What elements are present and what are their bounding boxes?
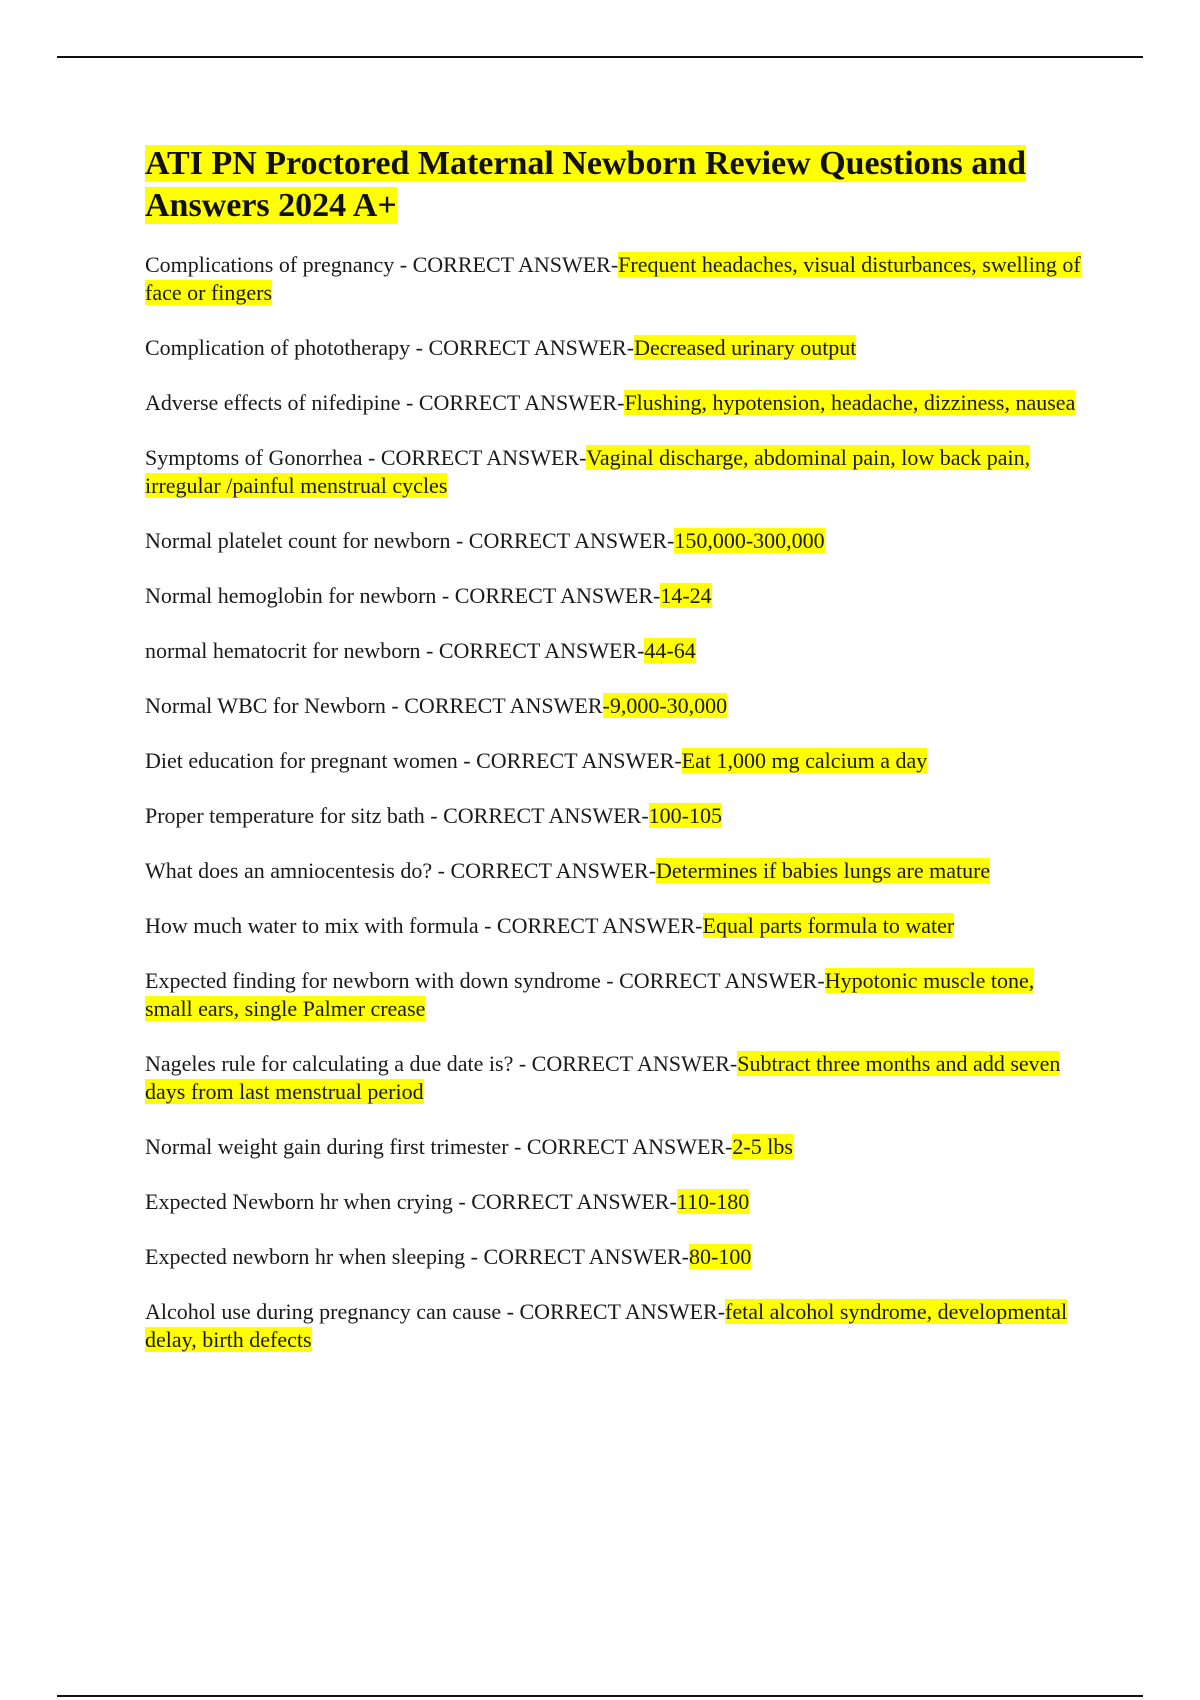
qa-question: normal hematocrit for newborn - CORRECT ANSWER- bbox=[145, 638, 645, 663]
qa-question: Complication of phototherapy - CORRECT ANSWER- bbox=[145, 335, 635, 360]
qa-item bbox=[145, 1133, 1085, 1161]
qa-item bbox=[145, 912, 1085, 940]
qa-item bbox=[145, 444, 1085, 500]
qa-item bbox=[145, 527, 1085, 555]
qa-question: What does an amniocentesis do? - CORRECT ANSWER- bbox=[145, 858, 657, 883]
qa-question: Normal hemoglobin for newborn - CORRECT ANSWER- bbox=[145, 583, 661, 608]
footer-rule bbox=[57, 1695, 1143, 1697]
qa-answer: fetal alcohol syndrome, developmental delay, birth defects bbox=[145, 1299, 1068, 1352]
document-title-text: ATI PN Proctored Maternal Newborn Review Questions and Answers 2024 A+ bbox=[145, 145, 1027, 224]
qa-answer: Decreased urinary output bbox=[634, 335, 857, 360]
qa-item bbox=[145, 334, 1085, 362]
qa-answer: 14-24 bbox=[660, 583, 712, 608]
qa-answer: 44-64 bbox=[644, 638, 696, 663]
qa-item bbox=[145, 1243, 1085, 1271]
qa-item bbox=[145, 967, 1085, 1023]
qa-item bbox=[145, 637, 1085, 665]
qa-answer: Frequent headaches, visual disturbances, swelling of face or fingers bbox=[145, 252, 1081, 305]
qa-answer: Hypotonic muscle tone, small ears, single Palmer crease bbox=[145, 968, 1035, 1021]
qa-question: Expected Newborn hr when crying - CORRECT ANSWER- bbox=[145, 1189, 677, 1214]
qa-question: Nageles rule for calculating a due date is? - CORRECT ANSWER- bbox=[145, 1051, 738, 1076]
qa-item bbox=[145, 251, 1085, 307]
qa-question: Symptoms of Gonorrhea - CORRECT ANSWER- bbox=[145, 445, 587, 470]
qa-answer: 110-180 bbox=[676, 1189, 750, 1214]
header-rule bbox=[57, 56, 1143, 58]
qa-list bbox=[145, 251, 1085, 1354]
qa-answer: Vaginal discharge, abdominal pain, low back pain, irregular /painful menstrual cycles bbox=[145, 445, 1031, 498]
qa-question: How much water to mix with formula - CORRECT ANSWER- bbox=[145, 913, 703, 938]
qa-answer: Eat 1,000 mg calcium a day bbox=[681, 748, 928, 773]
qa-item bbox=[145, 692, 1085, 720]
qa-answer: 2-5 lbs bbox=[732, 1134, 793, 1159]
qa-question: Normal weight gain during first trimester - CORRECT ANSWER- bbox=[145, 1134, 733, 1159]
qa-question: Normal platelet count for newborn - CORRECT ANSWER- bbox=[145, 528, 675, 553]
qa-answer: Subtract three months and add seven days from last menstrual period bbox=[145, 1051, 1061, 1104]
qa-question: Complications of pregnancy - CORRECT ANSWER- bbox=[145, 252, 619, 277]
qa-item bbox=[145, 1050, 1085, 1106]
qa-answer: Equal parts formula to water bbox=[702, 913, 955, 938]
qa-answer: -9,000-30,000 bbox=[602, 693, 728, 718]
qa-question: Proper temperature for sitz bath - CORRECT ANSWER- bbox=[145, 803, 649, 828]
qa-item bbox=[145, 1298, 1085, 1354]
qa-answer: 80-100 bbox=[689, 1244, 752, 1269]
qa-question: Adverse effects of nifedipine - CORRECT ANSWER- bbox=[145, 390, 625, 415]
qa-item bbox=[145, 1188, 1085, 1216]
qa-answer: 150,000-300,000 bbox=[674, 528, 825, 553]
qa-item bbox=[145, 802, 1085, 830]
qa-question: Expected newborn hr when sleeping - CORRECT ANSWER- bbox=[145, 1244, 690, 1269]
qa-item bbox=[145, 857, 1085, 885]
qa-question: Diet education for pregnant women - CORRECT ANSWER- bbox=[145, 748, 682, 773]
qa-item bbox=[145, 747, 1085, 775]
qa-question: Expected finding for newborn with down syndrome - CORRECT ANSWER- bbox=[145, 968, 825, 993]
document-body bbox=[145, 143, 1085, 1381]
qa-item bbox=[145, 389, 1085, 417]
document-title bbox=[145, 143, 1085, 227]
qa-item bbox=[145, 582, 1085, 610]
qa-answer: Flushing, hypotension, headache, dizziness, nausea bbox=[624, 390, 1076, 415]
qa-question: Alcohol use during pregnancy can cause - CORRECT ANSWER- bbox=[145, 1299, 726, 1324]
qa-answer: 100-105 bbox=[648, 803, 722, 828]
qa-answer: Determines if babies lungs are mature bbox=[656, 858, 991, 883]
qa-question: Normal WBC for Newborn - CORRECT ANSWER bbox=[145, 693, 603, 718]
